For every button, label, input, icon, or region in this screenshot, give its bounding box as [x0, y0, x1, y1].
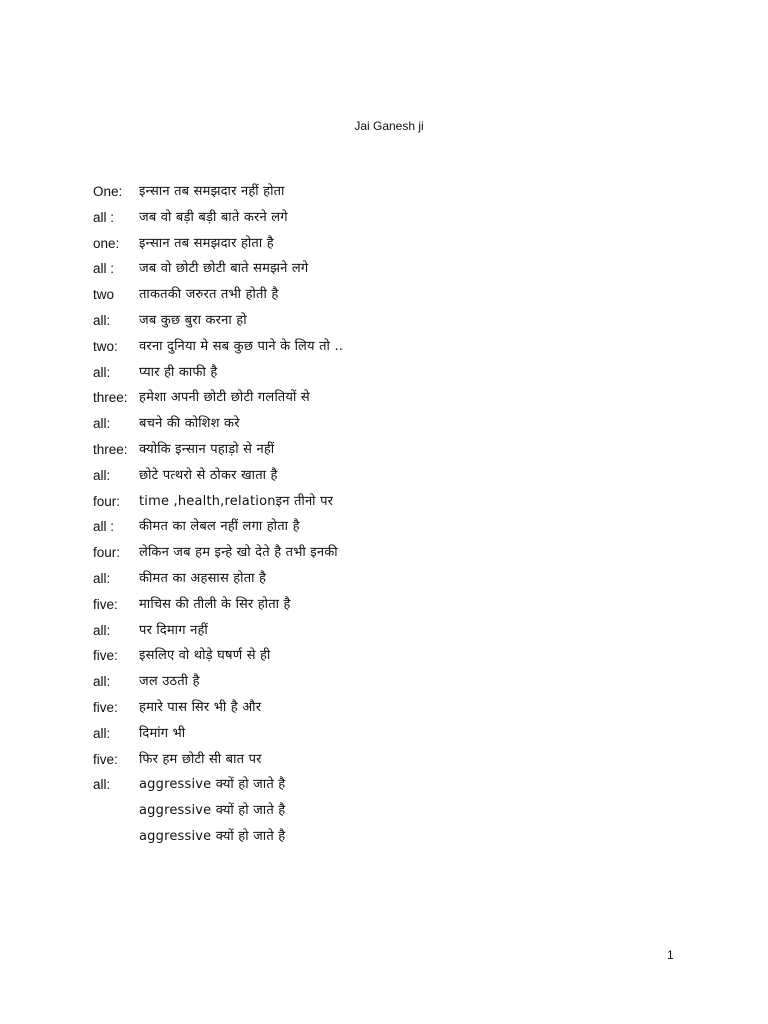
line-text: कीमत का अहसास होता है [139, 570, 267, 586]
speaker-label: all : [93, 261, 115, 277]
line-text: क्योकि इन्सान पहाड़ो से नहीं [139, 441, 275, 457]
speaker-label: one: [93, 235, 120, 251]
speaker-label: all: [93, 467, 111, 483]
speaker-label: five: [93, 648, 118, 664]
line-text: हमेशा अपनी छोटी छोटी गलतियों से [139, 390, 310, 406]
speaker-label: all: [93, 674, 111, 690]
speaker-label: five: [93, 751, 118, 767]
line-text: हमारे पास सिर भी है और [139, 699, 262, 715]
speaker-label: all: [93, 725, 111, 741]
line-text: aggressive क्यों हो जाते है [139, 828, 286, 844]
line-text: कीमत का लेबल नहीं लगा होता है [139, 519, 300, 535]
line-text: जब वो बड़ी बड़ी बाते करने लगे [139, 209, 288, 225]
speaker-label: all : [93, 519, 115, 535]
speaker-label: four: [93, 545, 121, 561]
speaker-label: two [93, 287, 115, 303]
speaker-label: three: [93, 390, 128, 406]
line-text: aggressive क्यों हो जाते है [139, 803, 286, 819]
line-text: जब कुछ बुरा करना हो [139, 312, 247, 328]
speaker-label: four: [93, 493, 121, 509]
speaker-label: all: [93, 622, 111, 638]
speaker-label: three: [93, 441, 128, 457]
speaker-label: all: [93, 570, 111, 586]
speaker-label: all : [93, 209, 115, 225]
line-text: time ,health,relationइन तीनो पर [139, 493, 334, 509]
line-text: फिर हम छोटी सी बात पर [139, 751, 262, 767]
line-text: माचिस की तीली के सिर होता है [139, 596, 291, 612]
line-text: लेकिन जब हम इन्हे खो देते है तभी इनकी [139, 545, 338, 561]
page-number: 1 [667, 948, 674, 962]
speaker-label: all: [93, 364, 111, 380]
line-text: पर दिमाग नहीं [139, 622, 208, 638]
line-text: प्यार ही काफी है [139, 364, 218, 380]
speaker-label: One: [93, 184, 123, 199]
line-text: aggressive क्यों हो जाते है [139, 777, 286, 793]
line-text: जब वो छोटी छोटी बाते समझने लगे [139, 261, 309, 277]
line-text: वरना दुनिया मे सब कुछ पाने के लिय तो .. [139, 338, 344, 354]
speaker-label: all: [93, 416, 111, 432]
line-text: छोटे पत्थरो से ठोकर खाता है [139, 467, 278, 483]
line-text: ताकतकी जरुरत तभी होती है [139, 287, 279, 303]
line-text: इन्सान तब समझदार नहीं होता [139, 184, 285, 199]
line-text: इसलिए वो थोड़े घषर्ण से ही [139, 648, 271, 664]
line-text: दिमांग भी [139, 725, 186, 741]
line-text: इन्सान तब समझदार होता है [139, 235, 274, 251]
speaker-label: all: [93, 777, 111, 793]
speaker-label: five: [93, 699, 118, 715]
line-text: जल उठती है [139, 674, 200, 690]
speaker-label: two: [93, 338, 118, 354]
line-text: बचने की कोशिश करे [139, 416, 240, 432]
speaker-label: all: [93, 312, 111, 328]
page-title: Jai Ganesh ji [354, 119, 424, 133]
speaker-label: five: [93, 596, 118, 612]
